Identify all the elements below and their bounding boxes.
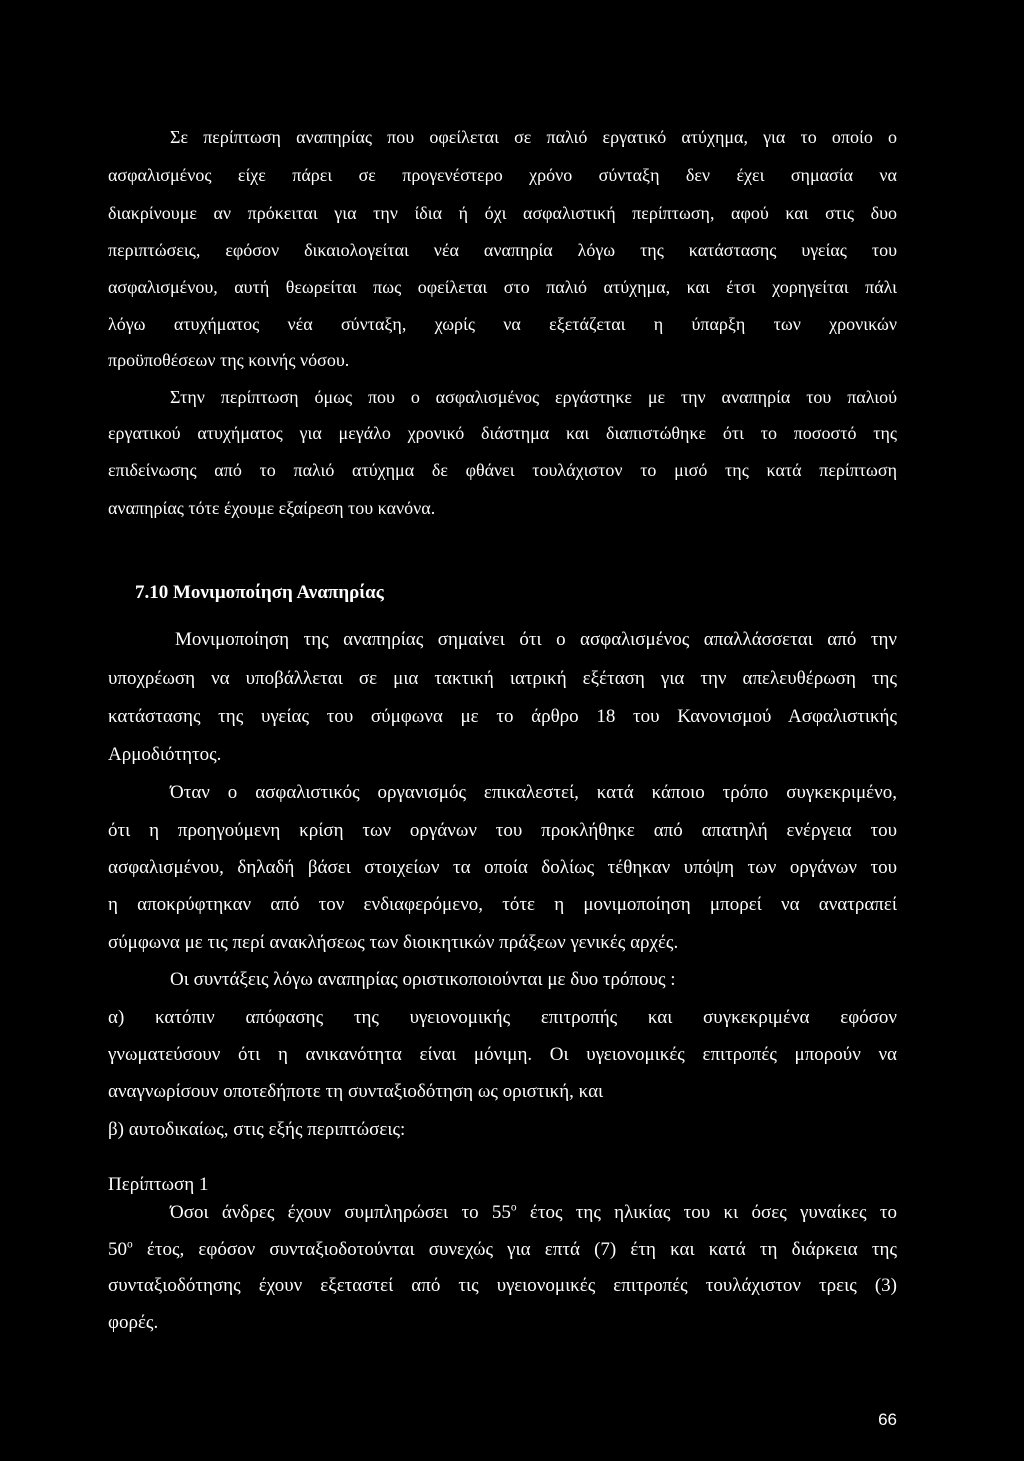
text-line: συνταξιοδότησης έχουν εξεταστεί από τις υγειονομικές επιτροπές τουλάχιστον τρεις (3) [108, 1275, 897, 1296]
text-line: διακρίνουμε αν πρόκειται για την ίδια ή όχι ασφαλιστική περίπτωση, αφού και στις δυο [108, 203, 897, 223]
text-line: ασφαλισμένος είχε πάρει σε προγενέστερο χρόνο σύνταξη δεν έχει σημασία να [108, 165, 897, 185]
text-line: προϋποθέσεων της κοινής νόσου. [108, 350, 350, 370]
text-line: υποχρέωση να υποβάλλεται σε μια τακτική ιατρική εξέταση για την απελευθέρωση της [108, 668, 897, 689]
text-line [108, 1237, 897, 1263]
text-line: Όταν ο ασφαλιστικός οργανισμός επικαλεστεί, κατά κάποιο τρόπο συγκεκριμένο, [170, 782, 897, 803]
text-line: Σε περίπτωση αναπηρίας που οφείλεται σε παλιό εργατικό ατύχημα, για το οποίο ο [170, 127, 897, 147]
text-line: αναπηρίας τότε έχουμε εξαίρεση του κανόνα. [108, 498, 436, 518]
text-line: β) αυτοδικαίως, στις εξής περιπτώσεις: [108, 1119, 406, 1140]
text-line: Αρμοδιότητος. [108, 744, 222, 765]
text-line: κατάστασης της υγείας του σύμφωνα με το άρθρο 18 του Κανονισμού Ασφαλιστικής [108, 706, 897, 727]
text-line: περιπτώσεις, εφόσον δικαιολογείται νέα αναπηρία λόγω της κατάστασης υγείας του [108, 240, 897, 260]
text-line: ότι η προηγούμενη κρίση των οργάνων του προκλήθηκε από απατηλή ενέργεια του [108, 820, 897, 841]
text-line: εργατικού ατυχήματος για μεγάλο χρονικό διάστημα και διαπιστώθηκε ότι το ποσοστό της [108, 423, 897, 443]
text-segment: Όσοι άνδρες έχουν συμπληρώσει το 55 [170, 1202, 511, 1223]
page-number: 66 [878, 1410, 897, 1429]
ordinal-superscript: ο [127, 1238, 133, 1251]
text-line: Μονιμοποίηση της αναπηρίας σημαίνει ότι ο ασφαλισμένος απαλλάσσεται από την [175, 629, 897, 650]
text-line: επιδείνωσης από το παλιό ατύχημα δε φθάνει τουλάχιστον το μισό της κατά περίπτωση [108, 460, 897, 480]
ordinal-superscript: ο [510, 1201, 517, 1214]
text-line [170, 1200, 897, 1226]
case-title: Περίπτωση 1 [108, 1174, 209, 1195]
text-segment: έτος της ηλικίας του κι όσες γυναίκες το [516, 1202, 897, 1223]
text-line: φορές. [108, 1312, 159, 1333]
text-line: Οι συντάξεις λόγω αναπηρίας οριστικοποιούνται με δυο τρόπους : [170, 969, 676, 990]
text-segment: έτος, εφόσον συνταξιοδοτούνται συνεχώς για επτά (7) έτη και κατά τη διάρκεια της [132, 1239, 897, 1260]
text-line: ασφαλισμένου, αυτή θεωρείται πως οφείλεται στο παλιό ατύχημα, και έτσι χορηγείται πάλι [108, 277, 897, 297]
text-segment: 50 [108, 1239, 127, 1260]
text-line: ασφαλισμένου, δηλαδή βάσει στοιχείων τα οποία δολίως τέθηκαν υπόψη των οργάνων του [108, 857, 897, 878]
text-line: Στην περίπτωση όμως που ο ασφαλισμένος εργάστηκε με την αναπηρία του παλιού [170, 387, 897, 407]
text-line: η αποκρύφτηκαν από τον ενδιαφερόμενο, τότε η μονιμοποίηση μπορεί να ανατραπεί [108, 894, 897, 915]
section-heading: 7.10 Μονιμοποίηση Αναπηρίας [135, 582, 384, 603]
text-line: γνωματεύσουν ότι η ανικανότητα είναι μόνιμη. Οι υγειονομικές επιτροπές μπορούν να [108, 1044, 897, 1065]
text-line: λόγω ατυχήματος νέα σύνταξη, χωρίς να εξετάζεται η ύπαρξη των χρονικών [108, 314, 897, 334]
text-line: σύμφωνα με τις περί ανακλήσεως των διοικητικών πράξεων γενικές αρχές. [108, 932, 679, 953]
text-line: αναγνωρίσουν οποτεδήποτε τη συνταξιοδότηση ως οριστική, και [108, 1081, 604, 1102]
text-line: α) κατόπιν απόφασης της υγειονομικής επιτροπής και συγκεκριμένα εφόσον [108, 1007, 897, 1028]
